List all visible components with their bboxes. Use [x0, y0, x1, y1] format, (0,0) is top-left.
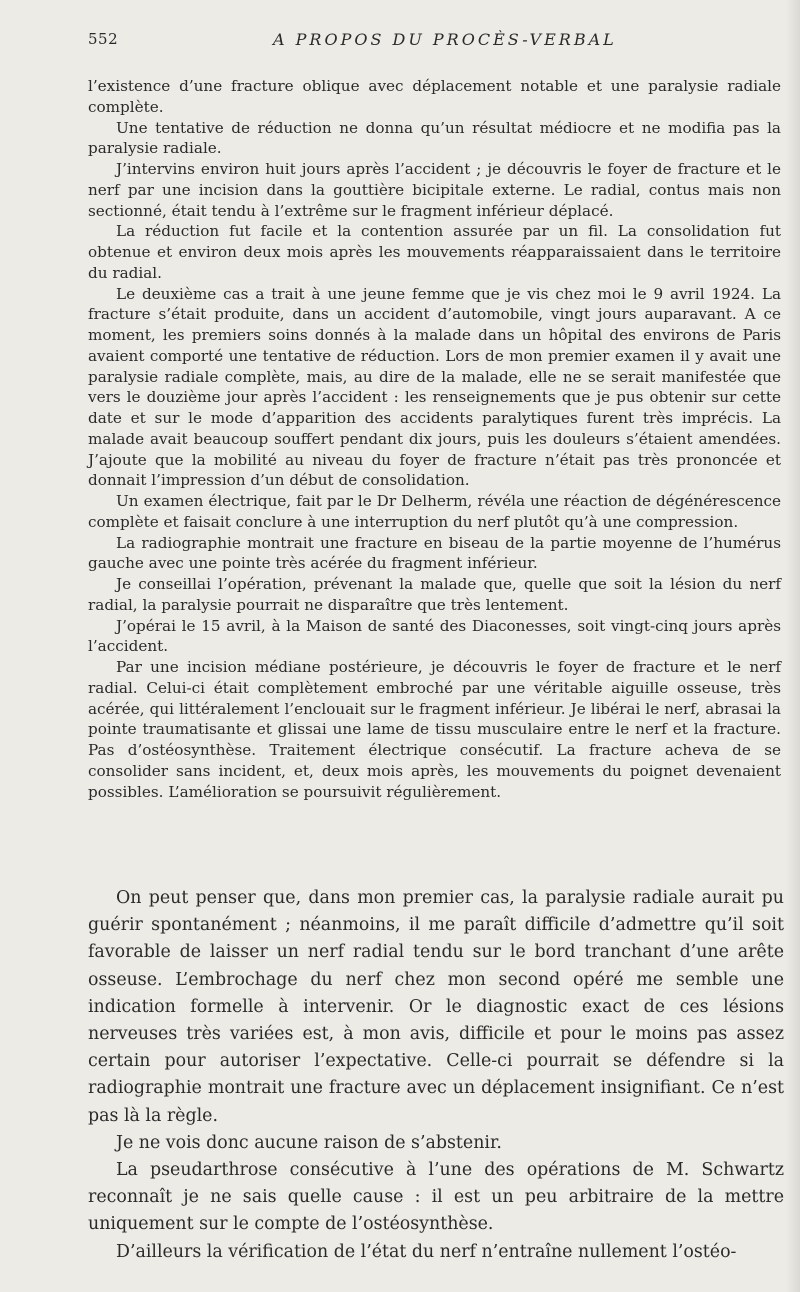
page-number: 552 — [88, 30, 119, 48]
paragraph: Un examen électrique, fait par le Dr Delherm, révéla une réaction de dégénérescence complète et faisait conclure à une interruption du nerf plutôt qu’à une compression. — [88, 492, 781, 531]
paragraph: La réduction fut facile et la contention assurée par un fil. La consolidation fut obtenue et environ deux mois après les mouvements réapparaissaient dans le territoire du radial. — [88, 222, 781, 282]
main-text-section — [88, 885, 784, 1266]
paragraph: La pseudarthrose consécutive à l’une des opérations de M. Schwartz reconnaît je ne sais quelle cause : il est un peu arbitraire de la mettre uniquement sur le compte de l’ostéosynthèse. — [88, 1160, 784, 1235]
paragraph: Par une incision médiane postérieure, je découvris le foyer de fracture et le nerf radial. Celui-ci était complètement embroché par une véritable aiguille osseuse, très acérée, qui littéralement l’enclouait sur le fragment inférieur. Je libérai le nerf, abrasai la pointe traumatisante et glissai une lame de tissu musculaire entre le nerf et la fracture. Pas d’ostéosynthèse. Traitement électrique consécutif. La fracture acheva de se consolider sans incident, et, deux mois après, les mouvements du poignet devenaient possibles. L’amélioration se poursuivit régulièrement. — [88, 658, 781, 801]
paragraph: D’ailleurs la vérification de l’état du nerf n’entraîne nullement l’ostéo- — [116, 1241, 737, 1262]
paragraph: J’opérai le 15 avril, à la Maison de santé des Diaconesses, soit vingt-cinq jours après l’accident. — [88, 616, 781, 656]
paragraph: Le deuxième cas a trait à une jeune femme que je vis chez moi le 9 avril 1924. La fracture s’était produite, dans un accident d’automobile, vingt jours auparavant. A ce moment, les premiers soins donnés à la malade dans un hôpital des environs de Paris avaient comporté une tentative de réduction. Lors de mon premier examen il y avait une paralysie radiale complète, mais, au dire de la malade, elle ne se serait manifestée que vers le douzième jour après l’accident : les renseignements que je pus obtenir sur cette date et sur le mode d’apparition des accidents paralytiques furent très imprécis. La malade avait beaucoup souffert pendant dix jours, puis les douleurs s’étaient amendées. J’ajoute que la mobilité au niveau du foyer de fracture n’était pas très prononcée et donnait l’impression d’un début de consolidation. — [88, 284, 781, 490]
small-print-section — [88, 76, 781, 802]
page-header — [88, 30, 780, 52]
paragraph: La radiographie montrait une fracture en biseau de la partie moyenne de l’humérus gauche avec une pointe très acérée du fragment inférieur. — [88, 533, 781, 573]
page-edge-shadow — [786, 0, 800, 1292]
paragraph: J’intervins environ huit jours après l’accident ; je découvris le foyer de fracture et le nerf par une incision dans la gouttière bicipitale externe. Le radial, contus mais non sectionné, était tendu à l’extrême sur le fragment inférieur déplacé. — [88, 160, 781, 220]
paragraph: Une tentative de réduction ne donna qu’un résultat médiocre et ne modifia pas la paralysie radiale. — [88, 118, 781, 158]
paragraph: Je ne vois donc aucune raison de s’abstenir. — [116, 1132, 502, 1153]
paragraph: l’existence d’une fracture oblique avec déplacement notable et une paralysie radiale complète. — [88, 77, 781, 116]
running-title: A PROPOS DU PROCÈS-VERBAL — [273, 30, 617, 49]
paragraph: Je conseillai l’opération, prévenant la malade que, quelle que soit la lésion du nerf radial, la paralysie pourrait ne disparaître que très lentement. — [88, 575, 781, 614]
paragraph: On peut penser que, dans mon premier cas, la paralysie radiale aurait pu guérir spontanément ; néanmoins, il me paraît difficile d’admettre qu’il soit favorable de laisser un nerf radial tendu sur le bord tranchant d’une arête osseuse. L’embrochage du nerf chez mon second opéré me semble une indication formelle à intervenir. Or le diagnostic exact de ces lésions nerveuses très variées est, à mon avis, difficile et pour le moins pas assez certain pour autoriser l’expectative. Celle-ci pourrait se défendre si la radiographie montrait une fracture avec un déplacement insignifiant. Ce n’est pas là la règle. — [88, 888, 784, 1126]
